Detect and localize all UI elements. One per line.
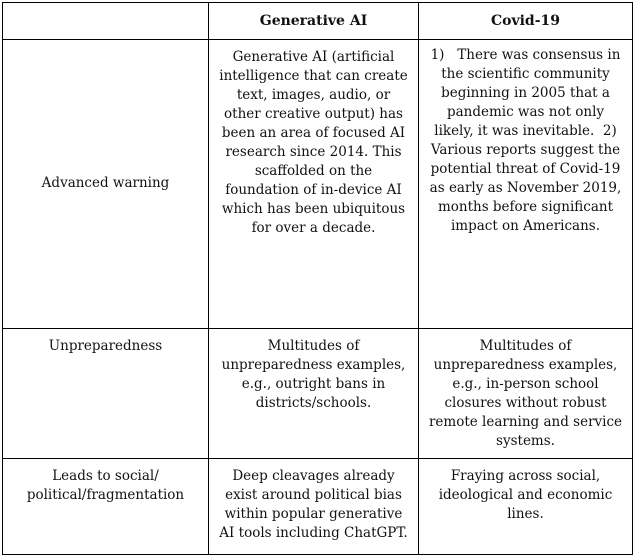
generative-ai-text: Generative AI (artificial intelligence that can create text, images, audio, or other creative output) has been an area of focused AI research since 2014. This scaffolded on the foundation of in-device AI which has been ubiquitous for over a decade. (219, 49, 408, 237)
generative-ai-cell (209, 40, 419, 329)
header-generative-ai: Generative AI (209, 3, 419, 40)
covid-19-text: Multitudes of unpreparedness examples, e.g., in-person school closures without robust remote learning and service systems. (428, 337, 623, 449)
covid-19-cell (419, 40, 633, 329)
generative-ai-text: Multitudes of unpreparedness examples, e.g., outright bans in districts/schools. (221, 337, 406, 411)
row-label: Unpreparedness (48, 337, 163, 354)
generative-ai-cell (209, 458, 419, 554)
table-row-social-fragmentation (3, 458, 633, 554)
row-label: Advanced warning (41, 175, 170, 192)
covid-19-cell (419, 328, 633, 458)
generative-ai-cell (209, 328, 419, 458)
covid-19-text: 1) There was consensus in the scientific community beginning in 2005 that a pandemic was not only likely, it was inevitable. 2) Various reports suggest the potential threat of Covid-19 as early as November 2019, months before significant impact on Americans. (429, 47, 622, 235)
covid-19-text: Fraying across social, ideological and economic lines. (438, 467, 613, 522)
row-label-cell (3, 328, 209, 458)
comparison-table (2, 2, 633, 555)
header-covid-19: Covid-19 (419, 3, 633, 40)
header-row (3, 3, 633, 40)
table-row-unpreparedness (3, 328, 633, 458)
row-label-cell (3, 458, 209, 554)
row-label-cell (3, 40, 209, 329)
row-label: Leads to social/ political/fragmentation (26, 467, 185, 503)
table-row-advanced-warning (3, 40, 633, 329)
generative-ai-text: Deep cleavages already exist around political bias within popular generative AI tools including ChatGPT. (219, 467, 408, 541)
covid-19-cell (419, 458, 633, 554)
header-empty-cell (3, 3, 209, 40)
